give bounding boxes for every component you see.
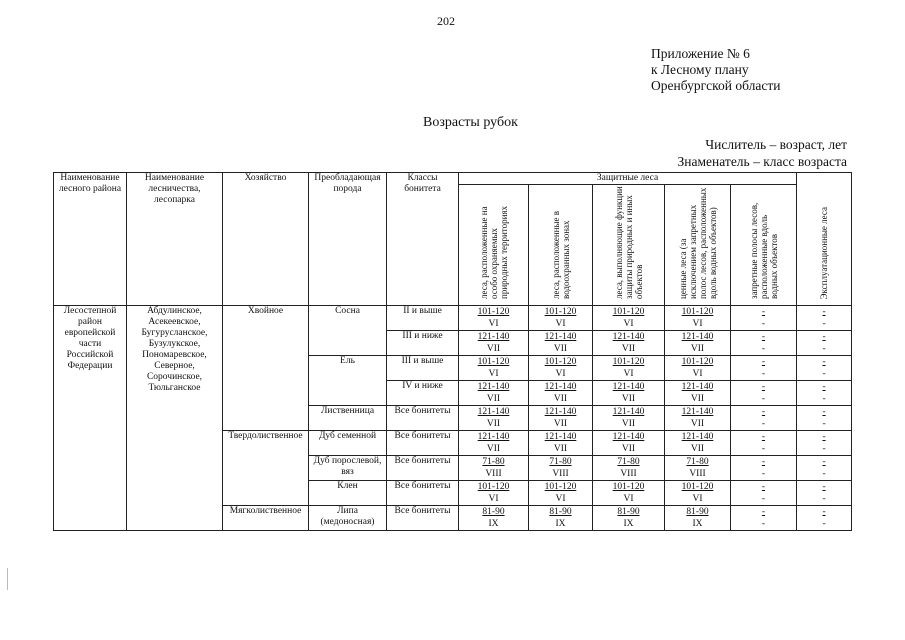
age-years: 121-140 <box>477 407 510 417</box>
dash-cell <box>731 431 797 456</box>
dash-top: - <box>822 482 826 492</box>
age-fraction-cell <box>529 356 593 381</box>
age-class: VII <box>553 344 568 354</box>
bonitet-cell: III и выше <box>387 356 459 381</box>
appendix-note <box>651 46 780 94</box>
age-class: VII <box>553 394 568 404</box>
age-fraction-cell <box>529 306 593 331</box>
age-fraction-cell <box>529 506 593 531</box>
dash-top: - <box>761 307 766 317</box>
age-class: IX <box>555 519 566 529</box>
dash-fraction <box>822 356 825 380</box>
dash-bottom: - <box>761 494 766 504</box>
age-fraction-cell <box>593 431 665 456</box>
age-class: VI <box>692 494 703 504</box>
age-years: 101-120 <box>681 357 714 367</box>
dash-cell <box>797 331 852 356</box>
age-fraction-cell <box>529 406 593 431</box>
dash-top: - <box>761 382 766 392</box>
dash-bottom: - <box>761 344 766 354</box>
dash-bottom: - <box>761 394 766 404</box>
age-years: 121-140 <box>681 432 714 442</box>
age-years: 121-140 <box>477 432 510 442</box>
age-class: VI <box>488 369 499 379</box>
age-class: VI <box>555 494 566 504</box>
species-cell: Лиственница <box>309 406 387 431</box>
age-years: 121-140 <box>477 332 510 342</box>
age-years: 101-120 <box>544 357 577 367</box>
age-class: IX <box>692 519 703 529</box>
bonitet-cell: Все бонитеты <box>387 406 459 431</box>
header-p2: леса, расположенные в водоохранных зонах <box>550 210 571 299</box>
dash-cell <box>797 406 852 431</box>
age-class: VII <box>486 394 501 404</box>
dash-fraction <box>822 406 825 430</box>
species-cell: Ель <box>309 356 387 406</box>
dash-fraction <box>762 356 765 380</box>
dash-cell <box>797 381 852 406</box>
age-class: IX <box>488 519 499 529</box>
dash-cell <box>797 456 852 481</box>
age-fraction-cell <box>665 306 731 331</box>
age-fraction-cell <box>529 431 593 456</box>
age-class: VII <box>690 394 705 404</box>
species-cell: Дуб порослевой, вяз <box>309 456 387 481</box>
age-years: 101-120 <box>477 482 510 492</box>
age-class: IX <box>623 519 634 529</box>
age-fraction <box>613 381 645 405</box>
header-p2-cell <box>529 185 593 306</box>
age-fraction <box>682 406 714 430</box>
economy-cell: Хвойное <box>223 306 309 431</box>
age-class: VII <box>621 444 636 454</box>
age-years: 71-80 <box>482 457 505 467</box>
age-years: 121-140 <box>544 382 577 392</box>
bonitet-cell: Все бонитеты <box>387 456 459 481</box>
dash-top: - <box>761 432 766 442</box>
age-years: 81-90 <box>549 507 572 517</box>
dash-cell <box>731 381 797 406</box>
age-class: VI <box>623 494 634 504</box>
age-fraction-cell <box>665 431 731 456</box>
age-fraction-cell <box>665 381 731 406</box>
age-class: VII <box>690 444 705 454</box>
age-fraction-cell <box>529 481 593 506</box>
age-years: 101-120 <box>612 482 645 492</box>
age-fraction-cell <box>593 356 665 381</box>
age-fraction <box>682 431 714 455</box>
age-class: VI <box>623 369 634 379</box>
dash-top: - <box>822 307 826 317</box>
age-class: VII <box>486 419 501 429</box>
header-p1: леса, расположенные на особо охраняемых природных территориях <box>478 205 509 299</box>
age-fraction <box>613 306 645 330</box>
dash-bottom: - <box>822 444 826 454</box>
age-class: VII <box>553 419 568 429</box>
age-years: 121-140 <box>681 382 714 392</box>
dash-cell <box>731 331 797 356</box>
header-bonitet: Классы бонитета <box>387 173 459 306</box>
header-p4: ценные леса (за исключением запретных полос лесов, расположенных вдоль водных объектов) <box>677 187 718 299</box>
dash-top: - <box>761 457 766 467</box>
age-fraction <box>613 481 645 505</box>
age-fraction-cell <box>593 456 665 481</box>
age-fraction <box>545 431 577 455</box>
age-years: 121-140 <box>544 332 577 342</box>
dash-fraction <box>762 481 765 505</box>
forestry-cell: Абдулинское, Асекеевское, Бугурусланское, Бузулукское, Пономаревское, Северное, Сорочинское, Тюльганское <box>127 306 223 531</box>
dash-cell <box>731 506 797 531</box>
age-fraction <box>478 356 510 380</box>
dash-cell <box>797 431 852 456</box>
age-fraction-cell <box>459 331 529 356</box>
age-fraction-cell <box>665 331 731 356</box>
age-class: VI <box>555 369 566 379</box>
age-years: 101-120 <box>681 307 714 317</box>
dash-top: - <box>761 407 766 417</box>
age-fraction-cell <box>665 406 731 431</box>
age-years: 121-140 <box>477 382 510 392</box>
dash-bottom: - <box>822 394 826 404</box>
appendix-line-1: Приложение № 6 <box>651 46 750 61</box>
age-fraction <box>545 356 577 380</box>
age-fraction-cell <box>665 481 731 506</box>
age-years: 121-140 <box>681 332 714 342</box>
age-class: VII <box>486 344 501 354</box>
age-years: 71-80 <box>686 457 709 467</box>
age-fraction <box>545 306 577 330</box>
dash-top: - <box>761 507 766 517</box>
age-fraction <box>617 456 639 480</box>
header-p3: леса, выполняющие функции защиты природных и иных объектов <box>613 186 644 299</box>
region-cell: Лесостепной район европейской части Российской Федерации <box>54 306 127 531</box>
dash-fraction <box>762 306 765 330</box>
age-fraction-cell <box>459 481 529 506</box>
age-years: 101-120 <box>681 482 714 492</box>
age-fraction-cell <box>459 431 529 456</box>
age-years: 81-90 <box>617 507 640 517</box>
age-fraction-cell <box>593 406 665 431</box>
age-fraction-cell <box>665 456 731 481</box>
age-fraction-cell <box>459 456 529 481</box>
bonitet-cell: Все бонитеты <box>387 431 459 456</box>
age-fraction <box>682 381 714 405</box>
age-fraction <box>686 506 708 530</box>
dash-fraction <box>822 381 825 405</box>
dash-top: - <box>822 432 826 442</box>
age-class: VIII <box>485 469 502 479</box>
dash-fraction <box>822 431 825 455</box>
age-fraction-cell <box>459 506 529 531</box>
dash-bottom: - <box>822 419 826 429</box>
header-p4-cell <box>665 185 731 306</box>
dash-top: - <box>761 482 766 492</box>
age-fraction <box>545 406 577 430</box>
header-species: Преобладающая порода <box>309 173 387 306</box>
age-fraction-cell <box>593 506 665 531</box>
age-class: VIII <box>620 469 637 479</box>
age-fraction <box>545 381 577 405</box>
header-exploit-cell <box>797 173 852 306</box>
age-class: VI <box>623 319 634 329</box>
document-title: Возрасты рубок <box>423 115 518 130</box>
header-p5-cell <box>731 185 797 306</box>
dash-fraction <box>822 306 825 330</box>
dash-cell <box>797 506 852 531</box>
legend <box>678 136 847 170</box>
age-years: 121-140 <box>612 407 645 417</box>
age-fraction <box>549 506 571 530</box>
age-years: 101-120 <box>477 357 510 367</box>
age-fraction-cell <box>529 331 593 356</box>
age-fraction <box>482 506 504 530</box>
age-years: 121-140 <box>544 432 577 442</box>
dash-bottom: - <box>822 519 826 529</box>
age-fraction-cell <box>593 306 665 331</box>
age-fraction <box>545 331 577 355</box>
dash-bottom: - <box>761 319 766 329</box>
age-fraction <box>478 406 510 430</box>
dash-bottom: - <box>822 344 826 354</box>
age-class: VI <box>488 319 499 329</box>
dash-cell <box>731 456 797 481</box>
age-years: 121-140 <box>681 407 714 417</box>
species-cell: Клен <box>309 481 387 506</box>
header-economy: Хозяйство <box>223 173 309 306</box>
bonitet-cell: II и выше <box>387 306 459 331</box>
dash-bottom: - <box>761 419 766 429</box>
margin-mark <box>7 568 9 590</box>
age-class: VII <box>690 419 705 429</box>
age-years: 121-140 <box>612 432 645 442</box>
economy-cell: Мягколиственное <box>223 506 309 531</box>
age-fraction <box>682 356 714 380</box>
table-body <box>54 306 852 531</box>
dash-top: - <box>822 382 826 392</box>
age-class: VII <box>621 419 636 429</box>
age-class: VIII <box>552 469 569 479</box>
age-fraction-cell <box>529 381 593 406</box>
header-p1-cell <box>459 185 529 306</box>
header-p5: запретные полосы лесов, расположенные вдоль водных объектов <box>748 202 779 299</box>
dash-fraction <box>762 506 765 530</box>
dash-cell <box>731 406 797 431</box>
dash-bottom: - <box>761 369 766 379</box>
age-fraction <box>686 456 708 480</box>
dash-bottom: - <box>822 469 826 479</box>
age-fraction <box>613 431 645 455</box>
age-fraction <box>682 331 714 355</box>
age-fraction-cell <box>459 356 529 381</box>
age-fraction-cell <box>529 456 593 481</box>
age-fraction <box>545 481 577 505</box>
dash-bottom: - <box>761 469 766 479</box>
age-fraction <box>549 456 571 480</box>
age-years: 101-120 <box>612 357 645 367</box>
dash-fraction <box>822 481 825 505</box>
dash-cell <box>797 481 852 506</box>
dash-fraction <box>762 331 765 355</box>
age-years: 121-140 <box>544 407 577 417</box>
dash-bottom: - <box>761 444 766 454</box>
dash-bottom: - <box>822 369 826 379</box>
dash-fraction <box>762 431 765 455</box>
species-cell: Сосна <box>309 306 387 356</box>
age-years: 101-120 <box>544 482 577 492</box>
age-fraction <box>617 506 639 530</box>
bonitet-cell: Все бонитеты <box>387 481 459 506</box>
dash-fraction <box>762 406 765 430</box>
dash-top: - <box>761 332 766 342</box>
header-forestry: Наименование лесничества, лесопарка <box>127 173 223 306</box>
age-fraction <box>682 306 714 330</box>
age-fraction-cell <box>459 306 529 331</box>
age-fraction <box>478 306 510 330</box>
dash-top: - <box>761 357 766 367</box>
dash-cell <box>731 306 797 331</box>
age-fraction-cell <box>665 356 731 381</box>
bonitet-cell: III и ниже <box>387 331 459 356</box>
age-class: VIII <box>689 469 706 479</box>
header-exploit: Эксплуатационные леса <box>819 206 830 299</box>
age-fraction-cell <box>593 481 665 506</box>
dash-bottom: - <box>822 319 826 329</box>
bonitet-cell: Все бонитеты <box>387 506 459 531</box>
age-class: VI <box>555 319 566 329</box>
dash-cell <box>797 356 852 381</box>
dash-top: - <box>822 332 826 342</box>
bonitet-cell: IV и ниже <box>387 381 459 406</box>
age-fraction-cell <box>593 331 665 356</box>
dash-top: - <box>822 507 826 517</box>
dash-top: - <box>822 407 826 417</box>
table-row <box>54 306 852 331</box>
age-class: VII <box>621 394 636 404</box>
age-fraction <box>613 331 645 355</box>
legend-denominator: Знаменатель – класс возраста <box>677 154 847 169</box>
appendix-line-3: Оренбургской области <box>651 78 781 93</box>
dash-top: - <box>822 357 826 367</box>
age-years: 101-120 <box>544 307 577 317</box>
age-fraction <box>478 431 510 455</box>
age-fraction <box>613 406 645 430</box>
age-class: VII <box>690 344 705 354</box>
dash-top: - <box>822 457 826 467</box>
age-class: VI <box>692 319 703 329</box>
age-class: VII <box>553 444 568 454</box>
header-protective: Защитные леса <box>459 173 797 185</box>
dash-cell <box>731 356 797 381</box>
dash-cell <box>797 306 852 331</box>
age-fraction-cell <box>665 506 731 531</box>
appendix-line-2: к Лесному плану <box>651 62 749 77</box>
dash-fraction <box>822 456 825 480</box>
age-years: 71-80 <box>549 457 572 467</box>
header-region: Наименование лесного района <box>54 173 127 306</box>
dash-fraction <box>822 331 825 355</box>
age-fraction <box>682 481 714 505</box>
dash-bottom: - <box>822 494 826 504</box>
page-number: 202 <box>437 14 455 28</box>
header-p3-cell <box>593 185 665 306</box>
age-fraction-cell <box>593 381 665 406</box>
age-fraction-cell <box>459 406 529 431</box>
age-years: 81-90 <box>482 507 505 517</box>
age-years: 101-120 <box>477 307 510 317</box>
age-fraction-cell <box>459 381 529 406</box>
age-fraction <box>478 381 510 405</box>
dash-fraction <box>762 456 765 480</box>
dash-fraction <box>822 506 825 530</box>
dash-bottom: - <box>761 519 766 529</box>
dash-cell <box>731 481 797 506</box>
age-fraction <box>478 331 510 355</box>
age-years: 121-140 <box>612 332 645 342</box>
age-fraction <box>478 481 510 505</box>
age-class: VI <box>488 494 499 504</box>
age-fraction <box>482 456 504 480</box>
age-years: 101-120 <box>612 307 645 317</box>
age-years: 81-90 <box>686 507 709 517</box>
legend-numerator: Числитель – возраст, лет <box>705 137 847 152</box>
age-years: 121-140 <box>612 382 645 392</box>
species-cell: Дуб семенной <box>309 431 387 456</box>
age-class: VII <box>621 344 636 354</box>
age-class: VI <box>692 369 703 379</box>
cutting-age-table <box>53 172 852 531</box>
age-class: VII <box>486 444 501 454</box>
dash-fraction <box>762 381 765 405</box>
economy-cell: Твердолиственное <box>223 431 309 506</box>
species-cell: Липа (медоносная) <box>309 506 387 531</box>
age-fraction <box>613 356 645 380</box>
age-years: 71-80 <box>617 457 640 467</box>
